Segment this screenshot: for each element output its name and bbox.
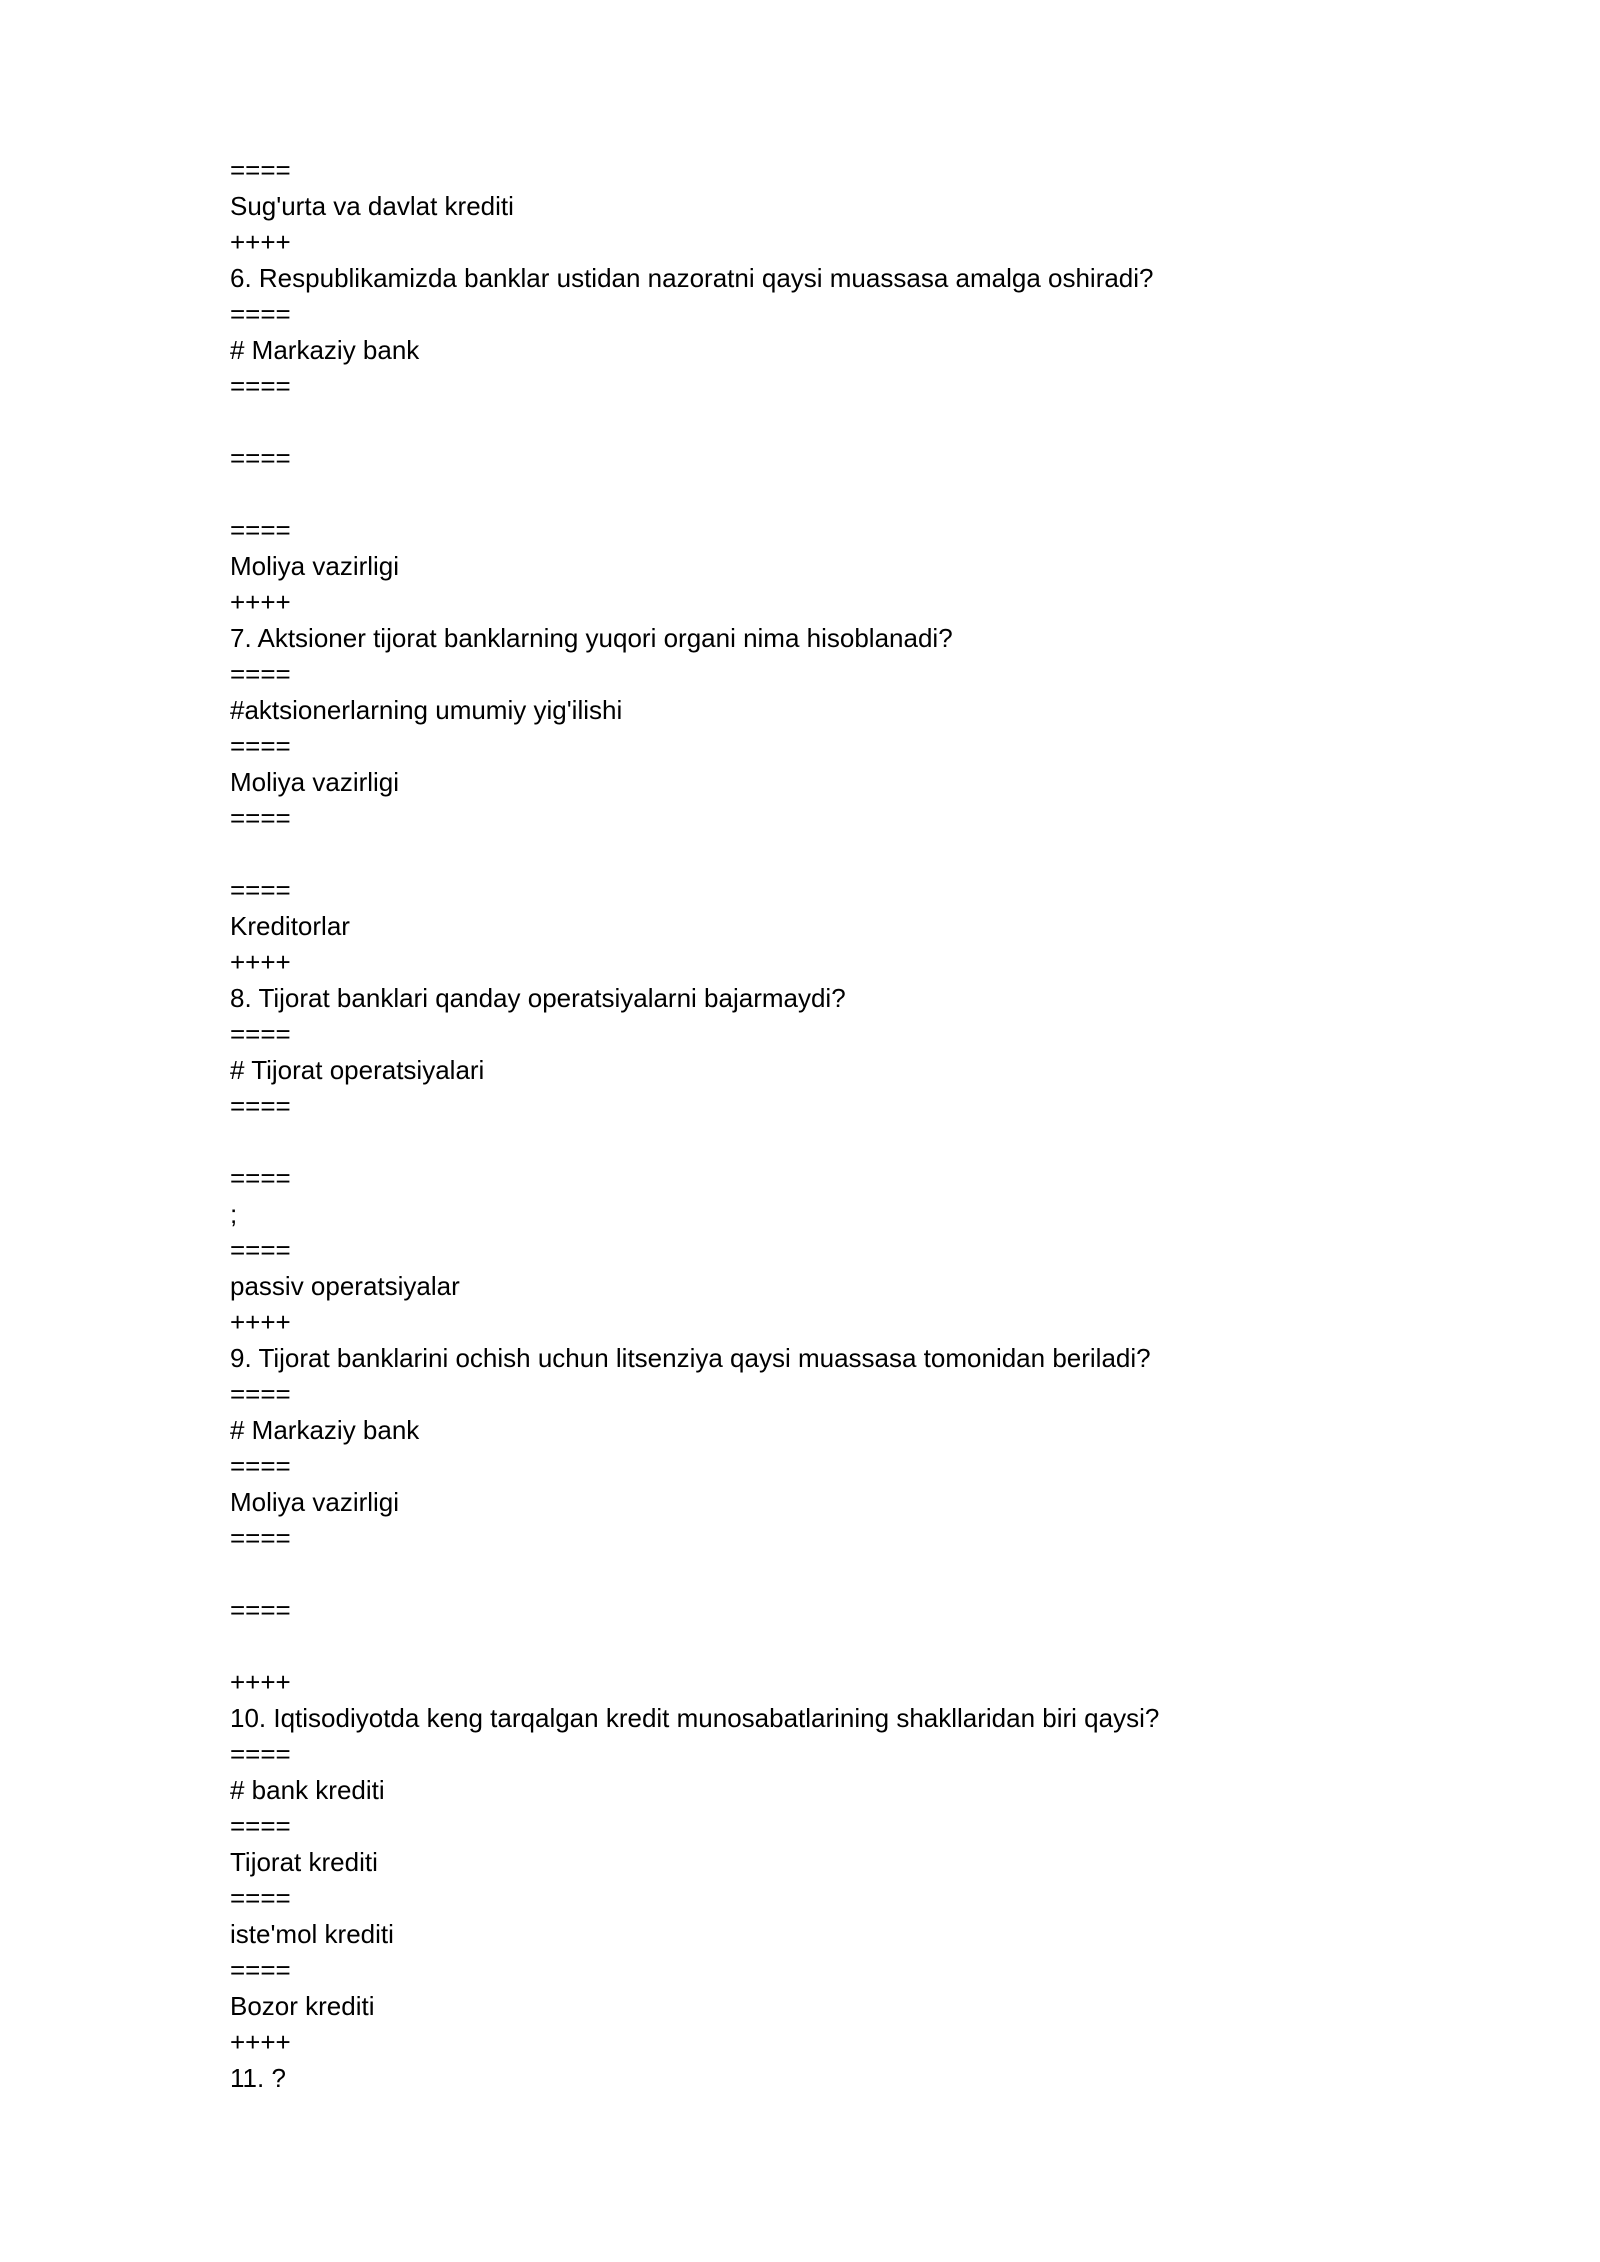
separator-line: ==== <box>230 803 291 833</box>
answer-option: Moliya vazirligi <box>230 767 400 797</box>
answer-option: Sug'urta va davlat krediti <box>230 191 514 221</box>
empty-answer-option <box>230 1124 1430 1160</box>
separator-line: ==== <box>230 1451 291 1481</box>
separator-line: ==== <box>230 1955 291 1985</box>
question-separator: ++++ <box>230 947 291 977</box>
question-separator: ++++ <box>230 2027 291 2057</box>
separator-line: ==== <box>230 659 291 689</box>
question-text: 11. ? <box>230 2063 286 2093</box>
separator-line: ==== <box>230 1595 291 1625</box>
question-separator: ++++ <box>230 1667 291 1697</box>
question-separator: ++++ <box>230 1307 291 1337</box>
answer-option: iste'mol krediti <box>230 1919 394 1949</box>
answer-option: Tijorat krediti <box>230 1847 378 1877</box>
separator-line: ==== <box>230 1235 291 1265</box>
answer-option: Bozor krediti <box>230 1991 375 2021</box>
question-text: 7. Aktsioner tijorat banklarning yuqori organi nima hisoblanadi? <box>230 623 953 653</box>
separator-line: ==== <box>230 1883 291 1913</box>
correct-answer-option: # Markaziy bank <box>230 1415 420 1445</box>
correct-answer-option: # Tijorat operatsiyalari <box>230 1055 485 1085</box>
separator-line: ==== <box>230 1379 291 1409</box>
document-body <box>230 152 1430 2096</box>
correct-answer-option: # bank krediti <box>230 1775 385 1805</box>
answer-option: passiv operatsiyalar <box>230 1271 460 1301</box>
separator-line: ==== <box>230 1019 291 1049</box>
question-separator: ++++ <box>230 227 291 257</box>
answer-option: Moliya vazirligi <box>230 551 400 581</box>
question-text: 6. Respublikamizda banklar ustidan nazoratni qaysi muassasa amalga oshiradi? <box>230 263 1154 293</box>
answer-option: ; <box>230 1199 238 1229</box>
empty-answer-option <box>230 836 1430 872</box>
separator-line: ==== <box>230 1739 291 1769</box>
correct-answer-option: #aktsionerlarning umumiy yig'ilishi <box>230 695 623 725</box>
separator-line: ==== <box>230 731 291 761</box>
empty-answer-option <box>230 1628 1430 1664</box>
question-text: 8. Tijorat banklari qanday operatsiyalarni bajarmaydi? <box>230 983 846 1013</box>
separator-line: ==== <box>230 155 291 185</box>
empty-answer-option <box>230 404 1430 440</box>
separator-line: ==== <box>230 299 291 329</box>
answer-option: Kreditorlar <box>230 911 350 941</box>
empty-answer-option <box>230 476 1430 512</box>
question-separator: ++++ <box>230 587 291 617</box>
separator-line: ==== <box>230 515 291 545</box>
separator-line: ==== <box>230 1091 291 1121</box>
separator-line: ==== <box>230 371 291 401</box>
separator-line: ==== <box>230 443 291 473</box>
separator-line: ==== <box>230 1523 291 1553</box>
question-text: 10. Iqtisodiyotda keng tarqalgan kredit munosabatlarining shakllaridan biri qaysi? <box>230 1703 1160 1733</box>
separator-line: ==== <box>230 1163 291 1193</box>
correct-answer-option: # Markaziy bank <box>230 335 420 365</box>
question-text: 9. Tijorat banklarini ochish uchun litsenziya qaysi muassasa tomonidan beriladi? <box>230 1343 1151 1373</box>
separator-line: ==== <box>230 875 291 905</box>
separator-line: ==== <box>230 1811 291 1841</box>
answer-option: Moliya vazirligi <box>230 1487 400 1517</box>
empty-answer-option <box>230 1556 1430 1592</box>
